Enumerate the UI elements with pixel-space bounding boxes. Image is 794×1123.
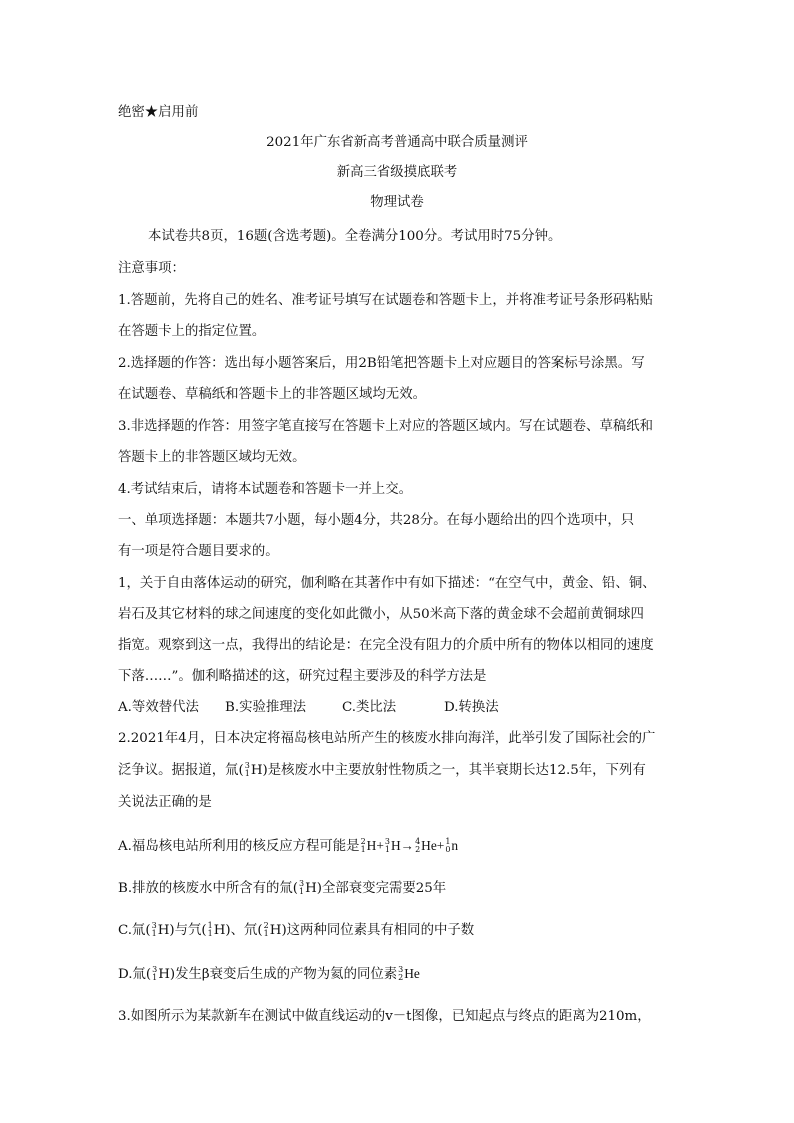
tritium-isotope-notation: 3 1: [244, 760, 250, 778]
subject-title: 物理试卷: [370, 195, 424, 210]
q1-option-d: D.转换法: [444, 700, 499, 715]
section1-intro-a: 一、单项选择题：本题共7小题，每小题4分，共28分。在每小题给出的四个选项中，只: [118, 513, 635, 528]
section1-intro-b: 有一项是符合题目要求的。: [118, 544, 279, 559]
secret-label: 绝密★启用前: [118, 105, 199, 120]
notice-item-2b: 在试题卷、草稿纸和答题卡上的非答题区域均无效。: [118, 387, 426, 402]
exam-title: 2021年广东省新高考普通高中联合质量测评: [266, 135, 528, 150]
q2-option-a: A.福岛核电站所利用的核反应方程可能是 2 1 H+ 3 1 H→ 4 2 He+ 1 0 n: [118, 836, 459, 854]
q3-line-1: 3.如图所示为某款新车在测试中做直线运动的v－t图像，已知起点与终点的距离为210m，: [118, 1009, 651, 1024]
notice-item-3b: 答题卡上的非答题区域均无效。: [118, 450, 306, 465]
q2-option-c: C.氚( 3 1 H)与氕( 1 1 H)、氘( 2 1 H)这两种同位素具有相同的中子数: [118, 920, 475, 938]
q2-line-3: 关说法正确的是: [118, 795, 212, 810]
notice-item-2a: 2.选择题的作答：选出每小题答案后，用2B铅笔把答题卡上对应题目的答案标号涂黑。写: [118, 356, 645, 371]
q1-option-a: A.等效替代法: [118, 700, 199, 715]
q1-options: [118, 699, 684, 717]
notice-item-1b: 在答题卡上的指定位置。: [118, 324, 266, 339]
q2-option-b: B.排放的核废水中所含有的氚( 3 1 H)全部衰变完需要25年: [118, 878, 447, 896]
q1-line-4: 下落……”。伽利略描述的这，研究过程主要涉及的科学方法是: [118, 669, 487, 684]
q2-option-d: D.氚( 3 1 H)发生β衰变后生成的产物为氦的同位素 3 2 He: [118, 964, 420, 982]
q2-line-2: 泛争议。据报道，氚( 3 1 H)是核废水中主要放射性物质之一，其半衰期长达12.5年，下列有: [118, 760, 646, 778]
q1-line-2: 岩石及其它材料的球之间速度的变化如此微小，从50米高下落的黄金球不会超前黄铜球四: [118, 607, 644, 622]
q1-line-1: 1，关于自由落体运动的研究，伽利略在其著作中有如下描述：“在空气中，黄金、铅、铜、: [118, 576, 656, 591]
q1-option-c: C.类比法: [342, 700, 397, 715]
q1-option-b: B.实验推理法: [225, 700, 307, 715]
notice-item-1a: 1.答题前，先将自己的姓名、准考证号填写在试题卷和答题卡上，并将准考证号条形码粘贴: [118, 293, 654, 308]
exam-subtitle: 新高三省级摸底联考: [336, 165, 458, 180]
notice-heading: 注意事项：: [118, 261, 185, 276]
exam-summary: 本试卷共8页，16题(含选考题)。全卷满分100分。考试用时75分钟。: [148, 229, 562, 244]
q1-line-3: 指宽。观察到这一点，我得出的结论是：在完全没有阻力的介质中所有的物体以相同的速度: [118, 638, 654, 653]
notice-item-4: 4.考试结束后，请将本试题卷和答题卡一并上交。: [118, 482, 412, 497]
notice-item-3a: 3.非选择题的作答：用签字笔直接写在答题卡上对应的答题区域内。写在试题卷、草稿纸和: [118, 419, 654, 434]
q2-line-1: 2.2021年4月，日本决定将福岛核电站所产生的核废水排向海洋，此举引发了国际社会的广: [118, 731, 656, 746]
